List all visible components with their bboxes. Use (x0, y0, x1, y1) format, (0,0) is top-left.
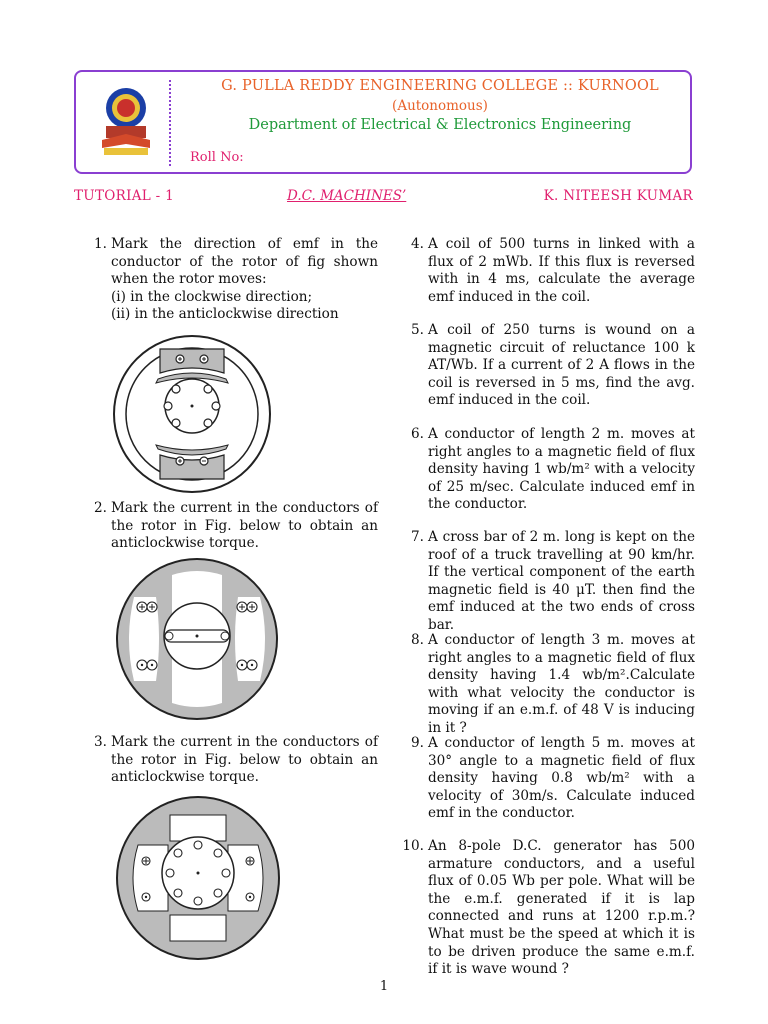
tutorial-author: K. NITEESH KUMAR (543, 188, 693, 204)
header-divider (169, 80, 171, 166)
question-4 (411, 236, 695, 306)
figure-1-dc-machine (112, 333, 272, 495)
question-number: 2. (94, 500, 107, 516)
question-7 (411, 529, 695, 635)
question-9 (411, 735, 695, 823)
question-number: 6. (411, 426, 424, 442)
figure-3-dc-machine (114, 795, 282, 961)
header-box (74, 70, 692, 174)
question-number: 4. (411, 236, 424, 252)
question-text: Mark the direction of emf in the conductor of the rotor of fig shown when the rotor moves: (111, 236, 378, 288)
question-text: A coil of 250 turns is wound on a magnetic circuit of reluctance 100 k AT/Wb. If a current of 2 A flows in the coil is reversed in 5 ms, find the avg. emf induced in the coil. (428, 322, 695, 409)
question-text: A cross bar of 2 m. long is kept on the roof of a truck travelling at 90 km/hr. If the vertical component of the earth magnetic field is 40 μT. then find the emf induced at the two ends of cross bar. (428, 529, 695, 633)
question-number: 9. (411, 735, 424, 751)
question-number: 5. (411, 322, 424, 338)
tutorial-label: TUTORIAL - 1 (74, 188, 174, 204)
tutorial-topic: D.C. MACHINES’ (287, 188, 407, 204)
question-number: 10. (402, 838, 424, 854)
question-1 (94, 236, 378, 324)
question-number: 3. (94, 734, 107, 750)
question-text: Mark the current in the conductors of the rotor in Fig. below to obtain an anticlockwise torque. (111, 500, 378, 552)
question-subpart: (i) in the clockwise direction; (111, 288, 313, 305)
question-text: A conductor of length 5 m. moves at 30° angle to a magnetic field of flux density having 0.8 wb/m² with a velocity of 30m/s. Calculate induced emf in the conductor. (428, 735, 695, 822)
question-text: A conductor of length 2 m. moves at right angles to a magnetic field of flux density having 1 wb/m² with a velocity of 25 m/sec. Calculate induced emf in the conductor. (428, 426, 695, 513)
question-text: A conductor of length 3 m. moves at right angles to a magnetic field of flux density having 1.4 wb/m².Calculate with what velocity the conductor is moving if an e.m.f. of 48 V is inducing in it ? (428, 632, 695, 736)
college-logo (98, 86, 154, 158)
roll-no-label: Roll No: (190, 150, 244, 165)
question-text: A coil of 500 turns in linked with a flux of 2 mWb. If this flux is reversed with in 4 ms, calculate the average emf induced in the coil. (428, 236, 695, 305)
autonomous-label: (Autonomous) (392, 98, 488, 114)
question-number: 7. (411, 529, 424, 545)
question-text: An 8-pole D.C. generator has 500 armature conductors, and a useful flux of 0.05 Wb per pole. What will be the e.m.f. generated if it is lap connected and runs at 1200 r.p.m.? What must be the speed at which it is to be driven produce the same e.m.f. if it is wave wound ? (428, 838, 695, 978)
question-text: Mark the current in the conductors of the rotor in Fig. below to obtain an anticlockwise torque. (111, 734, 378, 786)
question-6 (411, 426, 695, 514)
question-3 (94, 734, 378, 787)
question-2 (94, 500, 378, 553)
question-5 (411, 322, 695, 410)
question-number: 8. (411, 632, 424, 648)
question-subpart: (ii) in the anticlockwise direction (111, 306, 339, 323)
question-number: 1. (94, 236, 107, 252)
figure-2-dc-machine (114, 557, 280, 721)
department-name: Department of Electrical & Electronics Engineering (248, 117, 632, 133)
question-10 (402, 838, 695, 979)
question-8 (411, 632, 695, 738)
college-name: G. PULLA REDDY ENGINEERING COLLEGE :: KURNOOL (221, 78, 659, 94)
page-number: 1 (379, 979, 389, 994)
tutorial-row (74, 188, 693, 206)
